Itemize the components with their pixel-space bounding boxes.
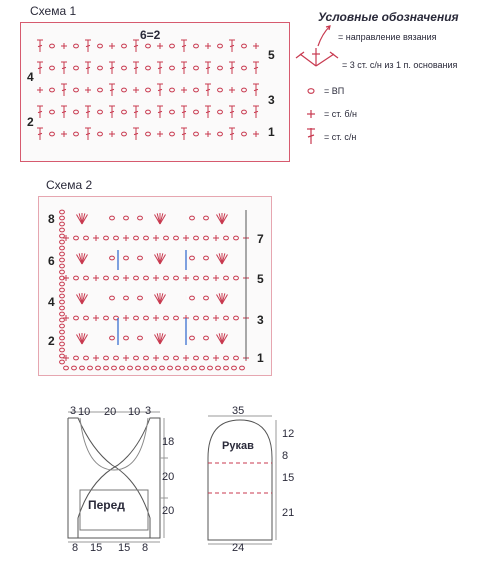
sleeve-right-dim-1: 12 bbox=[282, 428, 295, 440]
scheme2-row-label-3: 3 bbox=[257, 313, 264, 327]
front-bottom-dim-4: 8 bbox=[142, 542, 149, 554]
front-top-dim-1: 3 bbox=[70, 405, 77, 417]
scheme2-row-label-2: 2 bbox=[48, 334, 55, 348]
sleeve-right-dim-4: 21 bbox=[282, 507, 295, 519]
front-bottom-dim-1: 8 bbox=[72, 542, 79, 554]
scheme2-row-label-6: 6 bbox=[48, 254, 55, 268]
scheme2-row-label-1: 1 bbox=[257, 351, 264, 365]
sleeve-top-dim: 35 bbox=[232, 405, 245, 417]
front-top-dim-2: 10 bbox=[78, 406, 91, 418]
scheme1-row-label-1: 1 bbox=[268, 125, 275, 139]
scheme2-row-label-4: 4 bbox=[48, 295, 55, 309]
front-top-dim-4: 10 bbox=[128, 406, 141, 418]
legend-item-dc: = ст. с/н bbox=[324, 132, 357, 142]
scheme1-row-label-3: 3 bbox=[268, 93, 275, 107]
scheme2-row-label-7: 7 bbox=[257, 232, 264, 246]
sleeve-right-dim-2: 8 bbox=[282, 450, 289, 462]
scheme1-row-label-5: 5 bbox=[268, 48, 275, 62]
front-bottom-dim-3: 15 bbox=[118, 542, 131, 554]
scheme2-row-label-5: 5 bbox=[257, 272, 264, 286]
scheme2-title: Схема 2 bbox=[46, 178, 93, 192]
front-top-dim-3: 20 bbox=[104, 406, 117, 418]
front-top-dim-5: 3 bbox=[145, 405, 152, 417]
legend-item-direction: = направление вязания bbox=[338, 32, 437, 42]
scheme1-repeat-label: 6=2 bbox=[140, 28, 161, 42]
sleeve-right-dim-3: 15 bbox=[282, 472, 295, 484]
scheme1-row-label-4: 4 bbox=[27, 70, 34, 84]
front-right-dim-2: 20 bbox=[162, 471, 175, 483]
front-right-dim-3: 20 bbox=[162, 505, 175, 517]
legend-item-chain: = ВП bbox=[324, 86, 345, 96]
scheme1-row-label-2: 2 bbox=[27, 115, 34, 129]
front-label: Перед bbox=[88, 498, 125, 512]
legend-item-cluster: = 3 ст. с/н из 1 п. основания bbox=[342, 60, 458, 70]
legend-title: Условные обозначения bbox=[318, 10, 459, 24]
scheme2-row-label-8: 8 bbox=[48, 212, 55, 226]
sleeve-label: Рукав bbox=[222, 440, 254, 452]
front-bottom-dim-2: 15 bbox=[90, 542, 103, 554]
scheme1-title: Схема 1 bbox=[30, 4, 77, 18]
sleeve-bottom-dim: 24 bbox=[232, 542, 245, 554]
legend-item-sc: = ст. б/н bbox=[324, 109, 358, 119]
front-right-dim-1: 18 bbox=[162, 436, 175, 448]
